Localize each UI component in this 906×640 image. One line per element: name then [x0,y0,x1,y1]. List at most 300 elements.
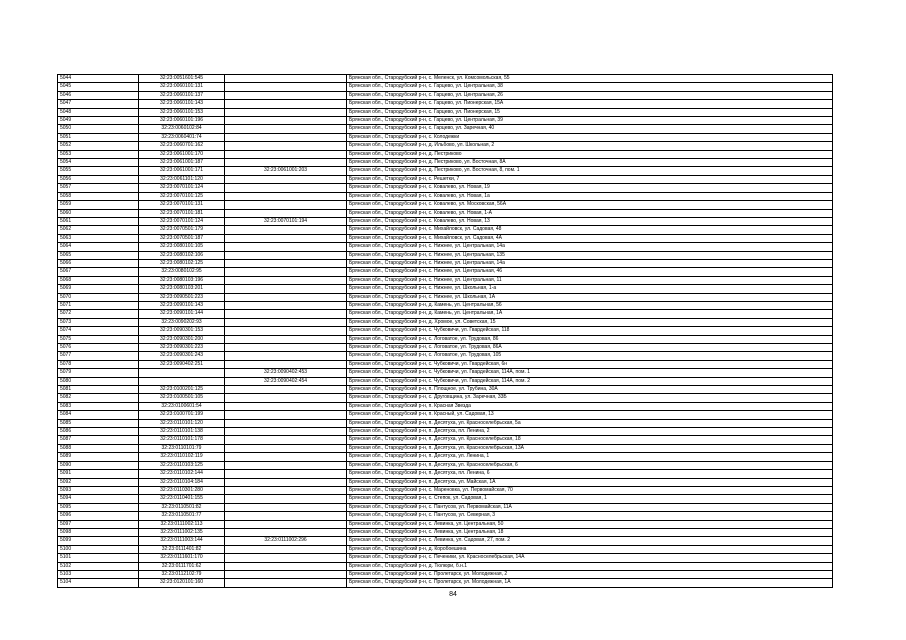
address-cell: Брянская обл., Стародубский р-н, п. Площное, ул. Трубина, 30А [347,386,833,394]
related-cadastral-number-cell [225,268,347,276]
cadastral-number-cell: 32:23:0060701:162 [139,142,225,150]
table-row [58,554,833,562]
table-row [58,226,833,234]
related-cadastral-number-cell [225,386,347,394]
cadastral-number-cell: 32:23:0060101:137 [139,91,225,99]
address-cell: Брянская обл., Стародубский р-н, п. Десятуха, ул. Ленина, 1 [347,453,833,461]
address-cell: Брянская обл., Стародубский р-н, с. Гарцево, ул. Центральная, 26 [347,91,833,99]
address-cell: Брянская обл., Стародубский р-н, с. Нижнее, ул. Центральная, 14а [347,243,833,251]
related-cadastral-number-cell [225,209,347,217]
row-number-cell: 5062 [58,226,139,234]
table-row [58,512,833,520]
cadastral-number-cell: 32:23:0070101:124 [139,184,225,192]
address-cell: Брянская обл., Стародубский р-н, с. Ковалево, ул. Новая, 19 [347,184,833,192]
related-cadastral-number-cell [225,503,347,511]
table-row [58,133,833,141]
row-number-cell: 5052 [58,142,139,150]
related-cadastral-number-cell [225,402,347,410]
table-row [58,209,833,217]
table-row [58,243,833,251]
related-cadastral-number-cell [225,470,347,478]
cadastral-number-cell: 32:23:0110103:125 [139,461,225,469]
row-number-cell: 5098 [58,528,139,536]
cadastral-number-cell: 32:23:0090301:200 [139,335,225,343]
related-cadastral-number-cell [225,344,347,352]
address-cell: Брянская обл., Стародубский р-н, с. Меленск, ул. Комсомольская, 55 [347,75,833,83]
address-cell: Брянская обл., Стародубский р-н, с. Михайловск, ул. Садовая, 4А [347,234,833,242]
address-cell: Брянская обл., Стародубский р-н, д. Тюлюри, б.н.1 [347,562,833,570]
cadastral-number-cell: 32:23:0060101:153 [139,108,225,116]
table-row [58,386,833,394]
row-number-cell: 5074 [58,327,139,335]
address-cell: Брянская обл., Стародубский р-н, п. Десятуха, пл. Ленина, 2 [347,428,833,436]
related-cadastral-number-cell [225,100,347,108]
related-cadastral-number-cell [225,360,347,368]
related-cadastral-number-cell [225,419,347,427]
row-number-cell: 5080 [58,377,139,385]
row-number-cell: 5089 [58,453,139,461]
table-row [58,402,833,410]
row-number-cell: 5077 [58,352,139,360]
address-cell: Брянская обл., Стародубский р-н, с. Пантусов, ул. Первомайская, 11А [347,503,833,511]
address-cell: Брянская обл., Стародубский р-н, д. Камень, ул. Центральная, 1А [347,310,833,318]
table-row [58,419,833,427]
table-row [58,142,833,150]
table-row [58,453,833,461]
row-number-cell: 5058 [58,192,139,200]
cadastral-number-cell: 32:23:0080102:106 [139,251,225,259]
cadastral-number-cell: 32:23:0080103:201 [139,285,225,293]
address-cell: Брянская обл., Стародубский р-н, с. Колодежки [347,133,833,141]
cadastral-number-cell: 32:23:0111002:113 [139,520,225,528]
table-row [58,108,833,116]
table-row [58,520,833,528]
row-number-cell: 5075 [58,335,139,343]
row-number-cell: 5044 [58,75,139,83]
table-row [58,91,833,99]
cadastral-number-cell: 32:23:0060102:84 [139,125,225,133]
address-cell: Брянская обл., Стародубский р-н, с. Нижнее, ул. Центральная, 14а [347,259,833,267]
cadastral-number-cell: 32:23:0060101:196 [139,117,225,125]
row-number-cell: 5091 [58,470,139,478]
related-cadastral-number-cell [225,159,347,167]
row-number-cell: 5060 [58,209,139,217]
address-cell: Брянская обл., Стародубский р-н, с. Нижнее, ул. Школьная, 1-а [347,285,833,293]
address-cell: Брянская обл., Стародубский р-н, п. Десятуха, ул. Красноселебрьская, 6 [347,461,833,469]
address-cell: Брянская обл., Стародубский р-н, с. Степок, ул. Садовая, 1 [347,495,833,503]
cadastral-number-cell: 32:23:0060101:143 [139,100,225,108]
address-cell: Брянская обл., Стародубский р-н, с. Левинка, ул. Садовая, 27, пом. 2 [347,537,833,545]
row-number-cell: 5067 [58,268,139,276]
table-row [58,285,833,293]
cadastral-number-cell: 32:23:0112102:79 [139,570,225,578]
row-number-cell: 5057 [58,184,139,192]
table-row [58,117,833,125]
related-cadastral-number-cell [225,411,347,419]
address-cell: Брянская обл., Стародубский р-н, д. Ильбово, ул. Школьная, 2 [347,142,833,150]
address-cell: Брянская обл., Стародубский р-н, д. Коробоешина [347,545,833,553]
related-cadastral-number-cell [225,352,347,360]
cadastral-number-cell: 32:23:0090301:153 [139,327,225,335]
table-row [58,478,833,486]
related-cadastral-number-cell [225,436,347,444]
table-row [58,352,833,360]
table-row [58,75,833,83]
cadastral-number-cell: 32:23:0070101:131 [139,201,225,209]
table-row [58,192,833,200]
table-row [58,234,833,242]
cadastral-number-cell: 32:23:0111003:144 [139,537,225,545]
address-cell: Брянская обл., Стародубский р-н, с. Михайловск, ул. Садовая, 48 [347,226,833,234]
table-row [58,301,833,309]
cadastral-number-cell: 32:23:0060401:74 [139,133,225,141]
table-row [58,293,833,301]
table-row [58,428,833,436]
table-row [58,344,833,352]
related-cadastral-number-cell [225,545,347,553]
cadastral-number-cell: 32:23:0070101:181 [139,209,225,217]
related-cadastral-number-cell [225,327,347,335]
table-row [58,470,833,478]
table-row [58,251,833,259]
row-number-cell: 5094 [58,495,139,503]
row-number-cell: 5054 [58,159,139,167]
table-row [58,268,833,276]
cadastral-number-cell: 32:23:0110102:119 [139,453,225,461]
row-number-cell: 5095 [58,503,139,511]
cadastral-number-cell: 32:23:0111601:170 [139,554,225,562]
address-cell: Брянская обл., Стародубский р-н, с. Печеники, ул. Красноселебрьская, 14А [347,554,833,562]
related-cadastral-number-cell [225,495,347,503]
related-cadastral-number-cell [225,528,347,536]
cadastral-number-cell: 32:23:0070501:187 [139,234,225,242]
cadastral-number-cell: 32:23:0080102:95 [139,268,225,276]
address-cell: Брянская обл., Стародубский р-н, с. Нижнее, ул. Центральная, 135 [347,251,833,259]
row-number-cell: 5068 [58,276,139,284]
address-cell: Брянская обл., Стародубский р-н, с. Чубковичи, ул. Гвардейская, 114А, пом. 2 [347,377,833,385]
row-number-cell: 5070 [58,293,139,301]
related-cadastral-number-cell [225,175,347,183]
address-cell: Брянская обл., Стародубский р-н, д. Пестриково [347,150,833,158]
related-cadastral-number-cell [225,318,347,326]
related-cadastral-number-cell: 32:23:0090402:454 [225,377,347,385]
cadastral-number-cell: 32:23:0120101:160 [139,579,225,587]
cadastral-number-cell: 32:23:0090402:251 [139,360,225,368]
related-cadastral-number-cell [225,125,347,133]
row-number-cell: 5071 [58,301,139,309]
cadastral-number-cell: 32:23:0100701:199 [139,411,225,419]
address-cell: Брянская обл., Стародубский р-н, д. Пестриково, ул. Восточная, 8, пом. 1 [347,167,833,175]
table-row [58,495,833,503]
related-cadastral-number-cell [225,453,347,461]
table-row [58,545,833,553]
row-number-cell: 5047 [58,100,139,108]
related-cadastral-number-cell [225,570,347,578]
row-number-cell: 5101 [58,554,139,562]
row-number-cell: 5072 [58,310,139,318]
address-cell: Брянская обл., Стародубский р-н, с. Нижнее, ул. Школьная, 1А [347,293,833,301]
related-cadastral-number-cell [225,133,347,141]
cadastral-number-cell: 32:23:0080101:105 [139,243,225,251]
related-cadastral-number-cell [225,83,347,91]
row-number-cell: 5048 [58,108,139,116]
row-number-cell: 5056 [58,175,139,183]
address-cell: Брянская обл., Стародубский р-н, д. Камень, ул. Центральная, 56 [347,301,833,309]
cadastral-number-cell: 32:23:0110501:77 [139,512,225,520]
related-cadastral-number-cell [225,108,347,116]
row-number-cell: 5092 [58,478,139,486]
row-number-cell: 5046 [58,91,139,99]
registry-table-body [58,75,833,588]
address-cell: Брянская обл., Стародубский р-н, с. Гарцево, ул. Пионерская, 15А [347,100,833,108]
row-number-cell: 5066 [58,259,139,267]
related-cadastral-number-cell: 32:23:0090402:453 [225,369,347,377]
address-cell: Брянская обл., Стародубский р-н, с. Мареновка, ул. Первомайская, 70 [347,486,833,494]
cadastral-number-cell: 32:23:0070101:124 [139,217,225,225]
address-cell: Брянская обл., Стародубский р-н, с. Логоватое, ул. Трудовая, 86 [347,335,833,343]
table-row [58,83,833,91]
row-number-cell: 5061 [58,217,139,225]
address-cell: Брянская обл., Стародубский р-н, с. Ковалево, ул. Московская, 56А [347,201,833,209]
cadastral-number-cell: 32:23:0090301:223 [139,344,225,352]
row-number-cell: 5096 [58,512,139,520]
table-row [58,217,833,225]
address-cell: Брянская обл., Стародубский р-н, д. Хромое, ул. Советская, 15 [347,318,833,326]
related-cadastral-number-cell [225,150,347,158]
address-cell: Брянская обл., Стародубский р-н, с. Пролетарск, ул. Молодежная, 2 [347,570,833,578]
row-number-cell: 5045 [58,83,139,91]
row-number-cell: 5049 [58,117,139,125]
related-cadastral-number-cell [225,243,347,251]
table-row [58,184,833,192]
cadastral-number-cell: 32:23:0060101:131 [139,83,225,91]
table-row [58,150,833,158]
row-number-cell: 5059 [58,201,139,209]
row-number-cell: 5076 [58,344,139,352]
related-cadastral-number-cell: 32:23:0111002:296 [225,537,347,545]
row-number-cell: 5085 [58,419,139,427]
table-row [58,310,833,318]
table-row [58,562,833,570]
cadastral-number-cell: 32:23:0061001:170 [139,150,225,158]
registry-table [57,74,833,588]
cadastral-number-cell: 32:23:0110101:120 [139,419,225,427]
address-cell: Брянская обл., Стародубский р-н, с. Гарцево, ул. Центральная, 38 [347,83,833,91]
related-cadastral-number-cell [225,461,347,469]
row-number-cell: 5102 [58,562,139,570]
related-cadastral-number-cell [225,335,347,343]
cadastral-number-cell: 32:23:0061101:120 [139,175,225,183]
address-cell: Брянская обл., Стародубский р-н, с. Пролетарск, ул. Молодежная, 1А [347,579,833,587]
related-cadastral-number-cell [225,184,347,192]
row-number-cell: 5100 [58,545,139,553]
table-row [58,411,833,419]
related-cadastral-number-cell [225,75,347,83]
table-row [58,318,833,326]
related-cadastral-number-cell [225,562,347,570]
address-cell: Брянская обл., Стародубский р-н, п. Десятуха, ул. Красноселебрьская, 13А [347,444,833,452]
table-row [58,486,833,494]
address-cell: Брянская обл., Стародубский р-н, с. Пантусов, ул. Северная, 3 [347,512,833,520]
row-number-cell: 5088 [58,444,139,452]
address-cell: Брянская обл., Стародубский р-н, с. Чубковичи, ул. Гвардейская, 118 [347,327,833,335]
row-number-cell: 5064 [58,243,139,251]
related-cadastral-number-cell [225,486,347,494]
address-cell: Брянская обл., Стародубский р-н, п. Красный, ул. Садовая, 13 [347,411,833,419]
row-number-cell: 5090 [58,461,139,469]
row-number-cell: 5084 [58,411,139,419]
table-row [58,528,833,536]
related-cadastral-number-cell [225,512,347,520]
cadastral-number-cell: 32:23:0090101:143 [139,301,225,309]
address-cell: Брянская обл., Стародубский р-н, п. Десятуха, пл. Ленина, 6 [347,470,833,478]
cadastral-number-cell: 32:23:0110501:82 [139,503,225,511]
address-cell: Брянская обл., Стародубский р-н, с. Гарцево, ул. Заречная, 40 [347,125,833,133]
related-cadastral-number-cell: 32:23:0070101:194 [225,217,347,225]
address-cell: Брянская обл., Стародубский р-н, с. Левинка, ул. Центральная, 18 [347,528,833,536]
cadastral-number-cell: 32:23:0111002:135 [139,528,225,536]
cadastral-number-cell: 32:23:0070101:125 [139,192,225,200]
related-cadastral-number-cell [225,444,347,452]
row-number-cell: 5097 [58,520,139,528]
row-number-cell: 5093 [58,486,139,494]
address-cell: Брянская обл., Стародубский р-н, с. Гарцево, ул. Пионерская, 15 [347,108,833,116]
table-row [58,360,833,368]
table-row [58,394,833,402]
table-row [58,436,833,444]
cadastral-number-cell: 32:23:0080103:196 [139,276,225,284]
cadastral-number-cell: 32:23:0110101:79 [139,444,225,452]
table-row [58,579,833,587]
table-row [58,444,833,452]
row-number-cell: 5083 [58,402,139,410]
cadastral-number-cell [139,369,225,377]
related-cadastral-number-cell [225,251,347,259]
cadastral-number-cell: 32:23:0110102:144 [139,470,225,478]
table-row [58,377,833,385]
table-row [58,461,833,469]
related-cadastral-number-cell [225,554,347,562]
related-cadastral-number-cell [225,310,347,318]
cadastral-number-cell: 32:23:0090501:223 [139,293,225,301]
address-cell: Брянская обл., Стародубский р-н, п. Десятуха, ул. Красноселебрьская, 5а [347,419,833,427]
row-number-cell: 5099 [58,537,139,545]
table-row [58,201,833,209]
address-cell: Брянская обл., Стародубский р-н, с. Друговщина, ул. Заречная, 33Б [347,394,833,402]
cadastral-number-cell [139,377,225,385]
cadastral-number-cell: 32:23:0061001:187 [139,159,225,167]
row-number-cell: 5079 [58,369,139,377]
table-row [58,335,833,343]
address-cell: Брянская обл., Стародубский р-н, с. Ковалево, ул. Новая, 1-А [347,209,833,217]
row-number-cell: 5104 [58,579,139,587]
row-number-cell: 5078 [58,360,139,368]
row-number-cell: 5073 [58,318,139,326]
table-row [58,100,833,108]
address-cell: Брянская обл., Стародубский р-н, с. Логоватое, ул. Трудовая, 86А [347,344,833,352]
related-cadastral-number-cell [225,293,347,301]
row-number-cell: 5069 [58,285,139,293]
related-cadastral-number-cell [225,117,347,125]
cadastral-number-cell: 32:23:0100601:54 [139,402,225,410]
table-row [58,175,833,183]
table-row [58,167,833,175]
row-number-cell: 5082 [58,394,139,402]
related-cadastral-number-cell [225,142,347,150]
row-number-cell: 5053 [58,150,139,158]
table-row [58,125,833,133]
row-number-cell: 5065 [58,251,139,259]
cadastral-number-cell: 32:23:0090101:144 [139,310,225,318]
row-number-cell: 5051 [58,133,139,141]
address-cell: Брянская обл., Стародубский р-н, п. Красная Звезда [347,402,833,410]
row-number-cell: 5103 [58,570,139,578]
address-cell: Брянская обл., Стародубский р-н, с. Левинка, ул. Центральная, 50 [347,520,833,528]
related-cadastral-number-cell [225,428,347,436]
table-row [58,537,833,545]
cadastral-number-cell: 32:23:0110104:184 [139,478,225,486]
table-row [58,327,833,335]
row-number-cell: 5063 [58,234,139,242]
row-number-cell: 5087 [58,436,139,444]
address-cell: Брянская обл., Стародубский р-н, с. Логоватое, ул. Трудовая, 105 [347,352,833,360]
address-cell: Брянская обл., Стародубский р-н, с. Решетки, 7 [347,175,833,183]
address-cell: Брянская обл., Стародубский р-н, с. Чубковичи, ул. Гвардейская, 6н [347,360,833,368]
table-row [58,570,833,578]
related-cadastral-number-cell [225,276,347,284]
address-cell: Брянская обл., Стародубский р-н, с. Гарцево, ул. Центральная, 39 [347,117,833,125]
cadastral-number-cell: 32:23:0051601:545 [139,75,225,83]
cadastral-number-cell: 32:23:0090301:243 [139,352,225,360]
related-cadastral-number-cell [225,192,347,200]
related-cadastral-number-cell [225,520,347,528]
cadastral-number-cell: 32:23:0110301:280 [139,486,225,494]
related-cadastral-number-cell [225,394,347,402]
related-cadastral-number-cell: 32:23:0061001:203 [225,167,347,175]
table-row [58,369,833,377]
address-cell: Брянская обл., Стародубский р-н, с. Ковалево, ул. Новая, 1а [347,192,833,200]
cadastral-number-cell: 32:23:0111401:82 [139,545,225,553]
cadastral-number-cell: 32:23:0100501:105 [139,394,225,402]
table-row [58,159,833,167]
table-row [58,503,833,511]
related-cadastral-number-cell [225,285,347,293]
row-number-cell: 5055 [58,167,139,175]
cadastral-number-cell: 32:23:0110101:178 [139,436,225,444]
related-cadastral-number-cell [225,301,347,309]
related-cadastral-number-cell [225,201,347,209]
cadastral-number-cell: 32:23:0080102:125 [139,259,225,267]
address-cell: Брянская обл., Стародубский р-н, с. Нижнее, ул. Центральная, 11 [347,276,833,284]
related-cadastral-number-cell [225,226,347,234]
related-cadastral-number-cell [225,234,347,242]
related-cadastral-number-cell [225,91,347,99]
address-cell: Брянская обл., Стародубский р-н, п. Десятуха, ул. Майская, 1А [347,478,833,486]
cadastral-number-cell: 32:23:0111701:62 [139,562,225,570]
page-number: 84 [449,591,457,598]
related-cadastral-number-cell [225,478,347,486]
cadastral-number-cell: 32:23:0090202:93 [139,318,225,326]
address-cell: Брянская обл., Стародубский р-н, с. Чубковичи, ул. Гвардейская, 114А, пом. 1 [347,369,833,377]
cadastral-number-cell: 32:23:0070501:179 [139,226,225,234]
row-number-cell: 5050 [58,125,139,133]
row-number-cell: 5086 [58,428,139,436]
table-row [58,276,833,284]
address-cell: Брянская обл., Стародубский р-н, с. Ковалево, ул. Новая, 13 [347,217,833,225]
related-cadastral-number-cell [225,259,347,267]
row-number-cell: 5081 [58,386,139,394]
cadastral-number-cell: 32:23:0100201:125 [139,386,225,394]
